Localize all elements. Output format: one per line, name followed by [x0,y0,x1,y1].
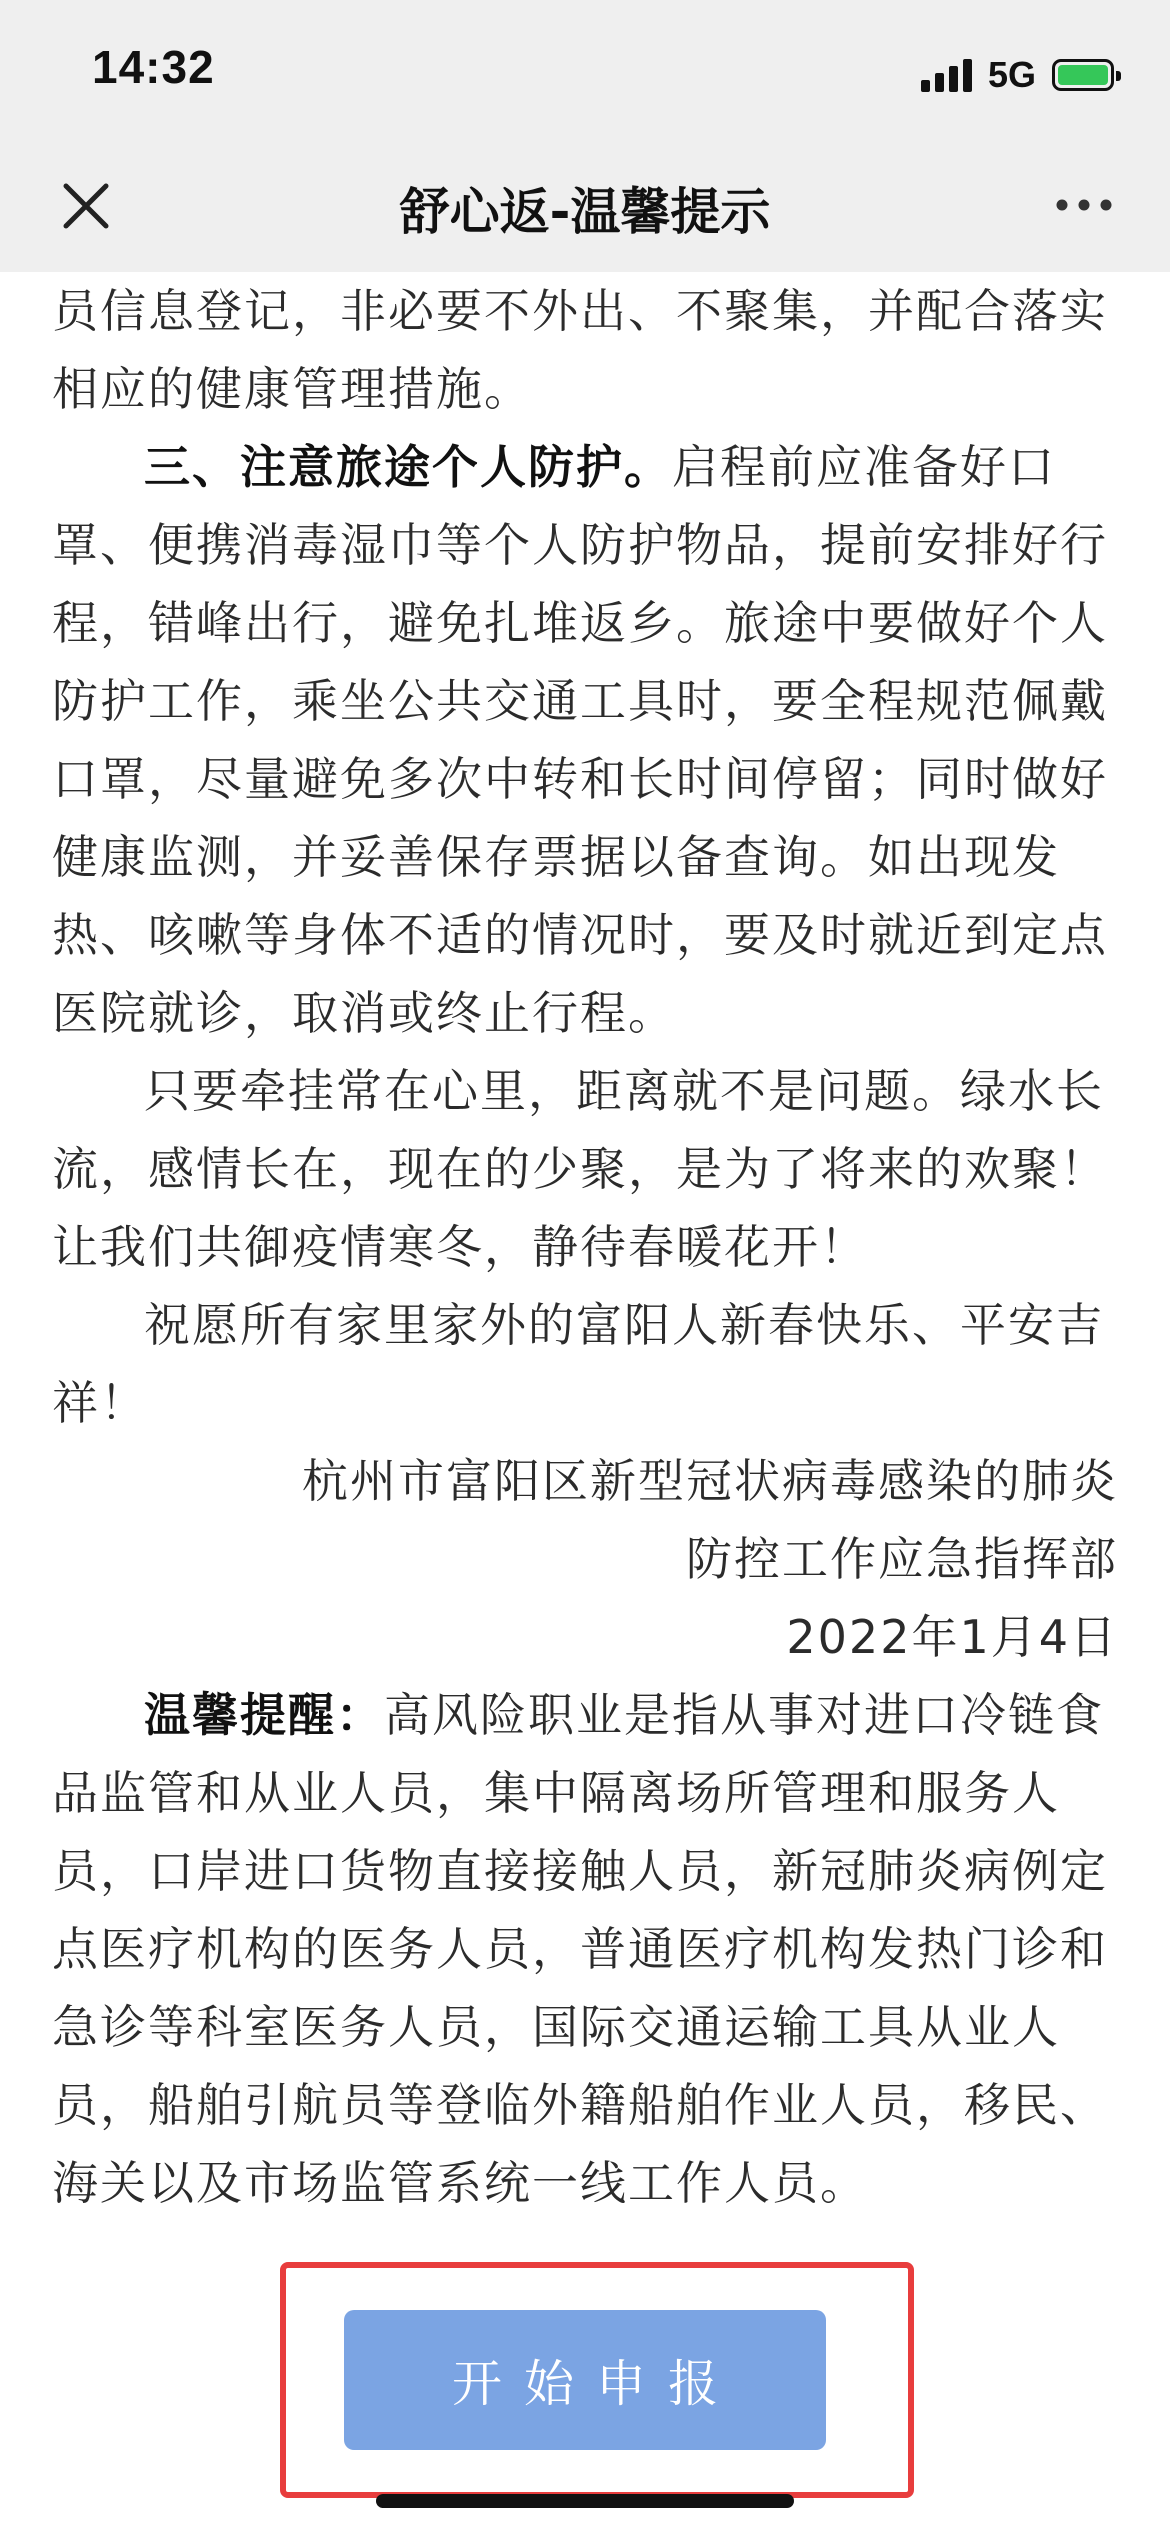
page-title: 舒心返-温馨提示 [399,183,771,241]
paragraph-reminder [52,1676,1118,2222]
signal-icon [921,58,972,92]
reminder-body: 高风险职业是指从事对进口冷链食品监管和从业人员，集中隔离场所管理和服务人员，口岸进口货物直接接触人员，新冠肺炎病例定点医疗机构的医务人员，普通医疗机构发热门诊和急诊等科室医务人员，国际交通运输工具从业人员，船舶引航员等登临外籍船舶作业人员，移民、海关以及市场监管系统一线工作人员。 [52,1688,1108,2210]
signature-line-2: 防控工作应急指挥部 [686,1532,1118,1586]
network-type: 5G [987,54,1036,95]
reminder-label: 温馨提醒： [144,1688,384,1742]
paragraph-closing: 只要牵挂常在心里，距离就不是问题。绿水长流，感情长在，现在的少聚，是为了将来的欢聚！让我们共御疫情寒冬，静待春暖花开！ [52,1064,1108,1274]
paragraph-travel-protection [52,428,1118,1052]
more-icon[interactable] [1054,190,1114,220]
paragraph-wishes: 祝愿所有家里家外的富阳人新春快乐、平安吉祥！ [52,1298,1104,1430]
article-content [52,272,1118,2222]
top-bar [0,0,1170,272]
battery-charging-icon [1052,59,1114,91]
status-time: 14:32 [92,41,215,93]
signature-line-1: 杭州市富阳区新型冠状病毒感染的肺炎 [302,1454,1118,1508]
section-body: 启程前应准备好口罩、便携消毒湿巾等个人防护物品，提前安排好行程，错峰出行，避免扎堆返乡。旅途中要做好个人防护工作，乘坐公共交通工具时，要全程规范佩戴口罩，尽量避免多次中转和长时间停留；同时做好健康监测，并妥善保存票据以备查询。如出现发热、咳嗽等身体不适的情况时，要及时就近到定点医院就诊，取消或终止行程。 [52,440,1108,1040]
signature-date: 2022年1月4日 [786,1610,1118,1664]
home-indicator [376,2494,794,2508]
section-heading: 三、注意旅途个人防护。 [144,440,672,494]
paragraph-continuation: 员信息登记，非必要不外出、不聚集，并配合落实相应的健康管理措施。 [52,284,1108,416]
status-icons [921,50,1114,100]
start-report-button[interactable]: 开始申报 [344,2310,826,2450]
